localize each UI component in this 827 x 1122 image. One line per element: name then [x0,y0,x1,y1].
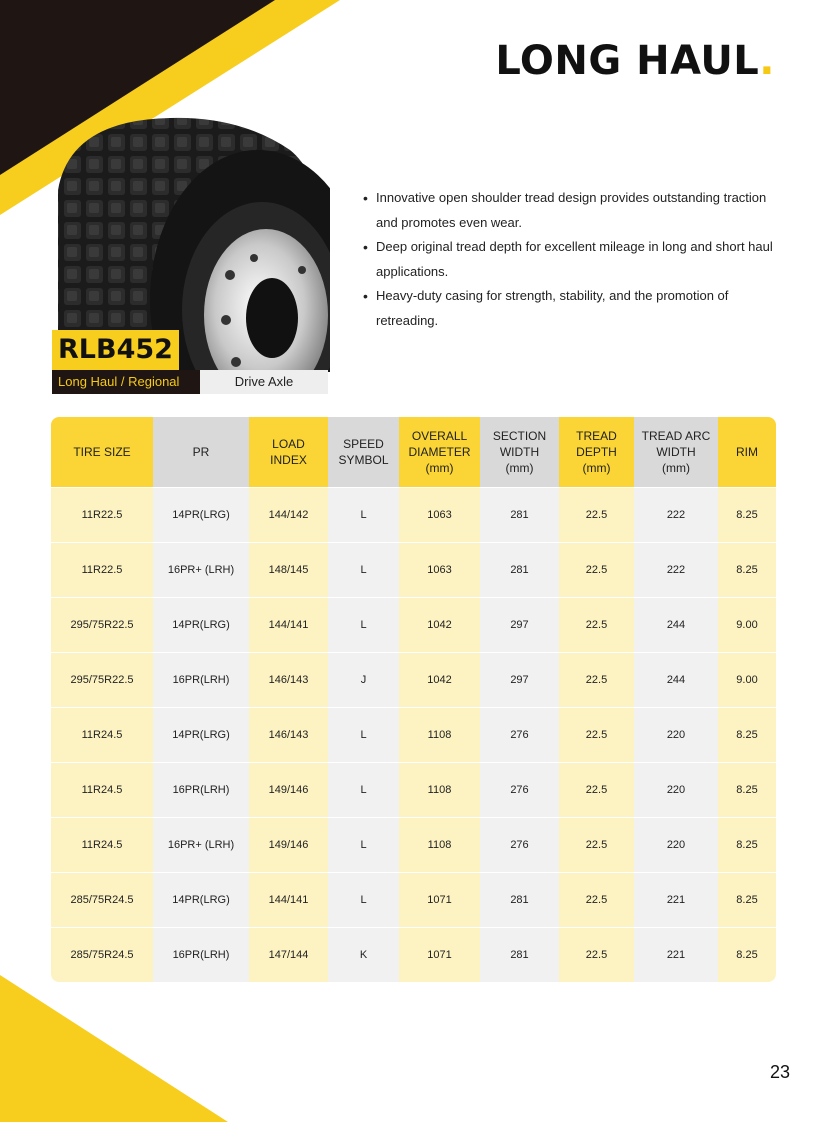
cell-section-width: 281 [480,873,559,928]
header-line: DEPTH [576,445,617,459]
cell-section-width: 297 [480,598,559,653]
cell-tread-depth: 22.5 [559,708,634,763]
cell-tire-size: 11R24.5 [51,708,153,763]
header-line: SPEED [343,437,384,451]
cell-tread-arc-width: 222 [634,543,718,598]
header-line: PR [192,445,210,459]
cell-tread-arc-width: 220 [634,818,718,873]
header-line: TREAD ARC [641,429,711,443]
cell-speed-symbol: L [328,763,399,818]
cell-tire-size: 11R24.5 [51,763,153,818]
cell-section-width: 276 [480,818,559,873]
cell-pr: 16PR+ (LRH) [153,818,249,873]
cell-section-width: 281 [480,488,559,543]
table-row [51,818,776,873]
table-row [51,763,776,818]
table-row [51,488,776,543]
cell-rim: 8.25 [718,818,776,873]
cell-tire-size: 11R24.5 [51,818,153,873]
cell-tire-size: 285/75R24.5 [51,928,153,983]
cell-tread-depth: 22.5 [559,488,634,543]
header-overall-diameter [399,417,480,488]
cell-load-index: 144/141 [249,598,328,653]
cell-overall-diameter: 1042 [399,598,480,653]
cell-rim: 8.25 [718,543,776,598]
cell-tread-arc-width: 221 [634,873,718,928]
feature-list [362,186,782,333]
product-name: RLB452 [52,330,179,370]
cell-pr: 16PR+ (LRH) [153,543,249,598]
cell-rim: 8.25 [718,873,776,928]
cell-tread-arc-width: 244 [634,653,718,708]
cell-speed-symbol: J [328,653,399,708]
cell-load-index: 149/146 [249,818,328,873]
cell-load-index: 149/146 [249,763,328,818]
product-position: Drive Axle [200,370,328,394]
cell-tire-size: 295/75R22.5 [51,598,153,653]
cell-overall-diameter: 1108 [399,818,480,873]
cell-rim: 9.00 [718,653,776,708]
cell-pr: 14PR(LRG) [153,488,249,543]
cell-section-width: 297 [480,653,559,708]
header-line: (mm) [662,461,690,475]
header-line: OVERALL [411,429,468,443]
header-line: (mm) [505,461,534,475]
cell-load-index: 148/145 [249,543,328,598]
cell-tread-arc-width: 244 [634,598,718,653]
cell-pr: 14PR(LRG) [153,598,249,653]
feature-item: • Heavy-duty casing for strength, stability, and the promotion of retreading. [362,284,782,333]
cell-section-width: 281 [480,543,559,598]
cell-tread-depth: 22.5 [559,873,634,928]
cell-speed-symbol: L [328,488,399,543]
cell-pr: 16PR(LRH) [153,653,249,708]
header-tread-arc-width [634,417,718,488]
cell-rim: 8.25 [718,928,776,983]
cell-tire-size: 295/75R22.5 [51,653,153,708]
product-category: Long Haul / Regional [52,370,200,394]
cell-overall-diameter: 1063 [399,488,480,543]
cell-section-width: 281 [480,928,559,983]
table-row [51,653,776,708]
page-number: 23 [769,1062,790,1082]
header-line: DIAMETER [408,445,471,459]
cell-section-width: 276 [480,763,559,818]
header-line: (mm) [582,461,611,475]
header-line: LOAD [272,437,305,451]
cell-pr: 16PR(LRH) [153,928,249,983]
header-line: RIM [736,445,758,459]
cell-tread-depth: 22.5 [559,928,634,983]
cell-overall-diameter: 1063 [399,543,480,598]
cell-speed-symbol: L [328,818,399,873]
cell-tread-arc-width: 220 [634,708,718,763]
cell-tire-size: 11R22.5 [51,488,153,543]
cell-speed-symbol: L [328,873,399,928]
cell-tread-depth: 22.5 [559,653,634,708]
cell-overall-diameter: 1108 [399,763,480,818]
table-row [51,598,776,653]
header-speed-symbol [328,417,399,488]
cell-pr: 14PR(LRG) [153,873,249,928]
cell-tread-arc-width: 221 [634,928,718,983]
table-body [51,488,776,983]
cell-speed-symbol: L [328,598,399,653]
cell-tire-size: 11R22.5 [51,543,153,598]
header-line: (mm) [425,461,454,475]
table-row [51,928,776,983]
header-rim [718,417,776,488]
cell-overall-diameter: 1071 [399,873,480,928]
header-pr [153,417,249,488]
table-row [51,708,776,763]
cell-rim: 8.25 [718,708,776,763]
cell-rim: 9.00 [718,598,776,653]
cell-load-index: 147/144 [249,928,328,983]
cell-tire-size: 285/75R24.5 [51,873,153,928]
cell-tread-depth: 22.5 [559,543,634,598]
spec-table [51,417,776,982]
cell-section-width: 276 [480,708,559,763]
category-bar [52,370,328,394]
cell-tread-depth: 22.5 [559,818,634,873]
header-tire-size [51,417,153,488]
header-line: WIDTH [656,445,696,459]
table-row [51,873,776,928]
cell-tread-arc-width: 222 [634,488,718,543]
page-title: LONG HAUL. [495,38,775,84]
cell-speed-symbol: L [328,708,399,763]
header-line: WIDTH [499,445,540,459]
cell-tread-depth: 22.5 [559,763,634,818]
cell-overall-diameter: 1108 [399,708,480,763]
cell-load-index: 146/143 [249,653,328,708]
cell-load-index: 144/141 [249,873,328,928]
cell-pr: 16PR(LRH) [153,763,249,818]
title-accent-dot: . [759,38,775,84]
header-line: SYMBOL [338,453,389,467]
cell-load-index: 146/143 [249,708,328,763]
cell-load-index: 144/142 [249,488,328,543]
header-line: TREAD [576,429,617,443]
cell-rim: 8.25 [718,488,776,543]
cell-overall-diameter: 1071 [399,928,480,983]
feature-item: • Innovative open shoulder tread design provides outstanding traction and promotes even wear. [362,186,782,235]
cell-speed-symbol: K [328,928,399,983]
header-line: SECTION [492,429,547,443]
header-line: TIRE SIZE [73,445,131,459]
header-tread-depth [559,417,634,488]
table-header [51,417,776,488]
feature-item: • Deep original tread depth for excellent mileage in long and short haul applications. [362,235,782,284]
table-row [51,543,776,598]
cell-tread-depth: 22.5 [559,598,634,653]
header-section-width [480,417,559,488]
bottom-left-yellow-triangle [0,975,228,1122]
header-line: INDEX [270,453,307,467]
cell-speed-symbol: L [328,543,399,598]
cell-rim: 8.25 [718,763,776,818]
header-load-index [249,417,328,488]
cell-tread-arc-width: 220 [634,763,718,818]
cell-pr: 14PR(LRG) [153,708,249,763]
cell-overall-diameter: 1042 [399,653,480,708]
